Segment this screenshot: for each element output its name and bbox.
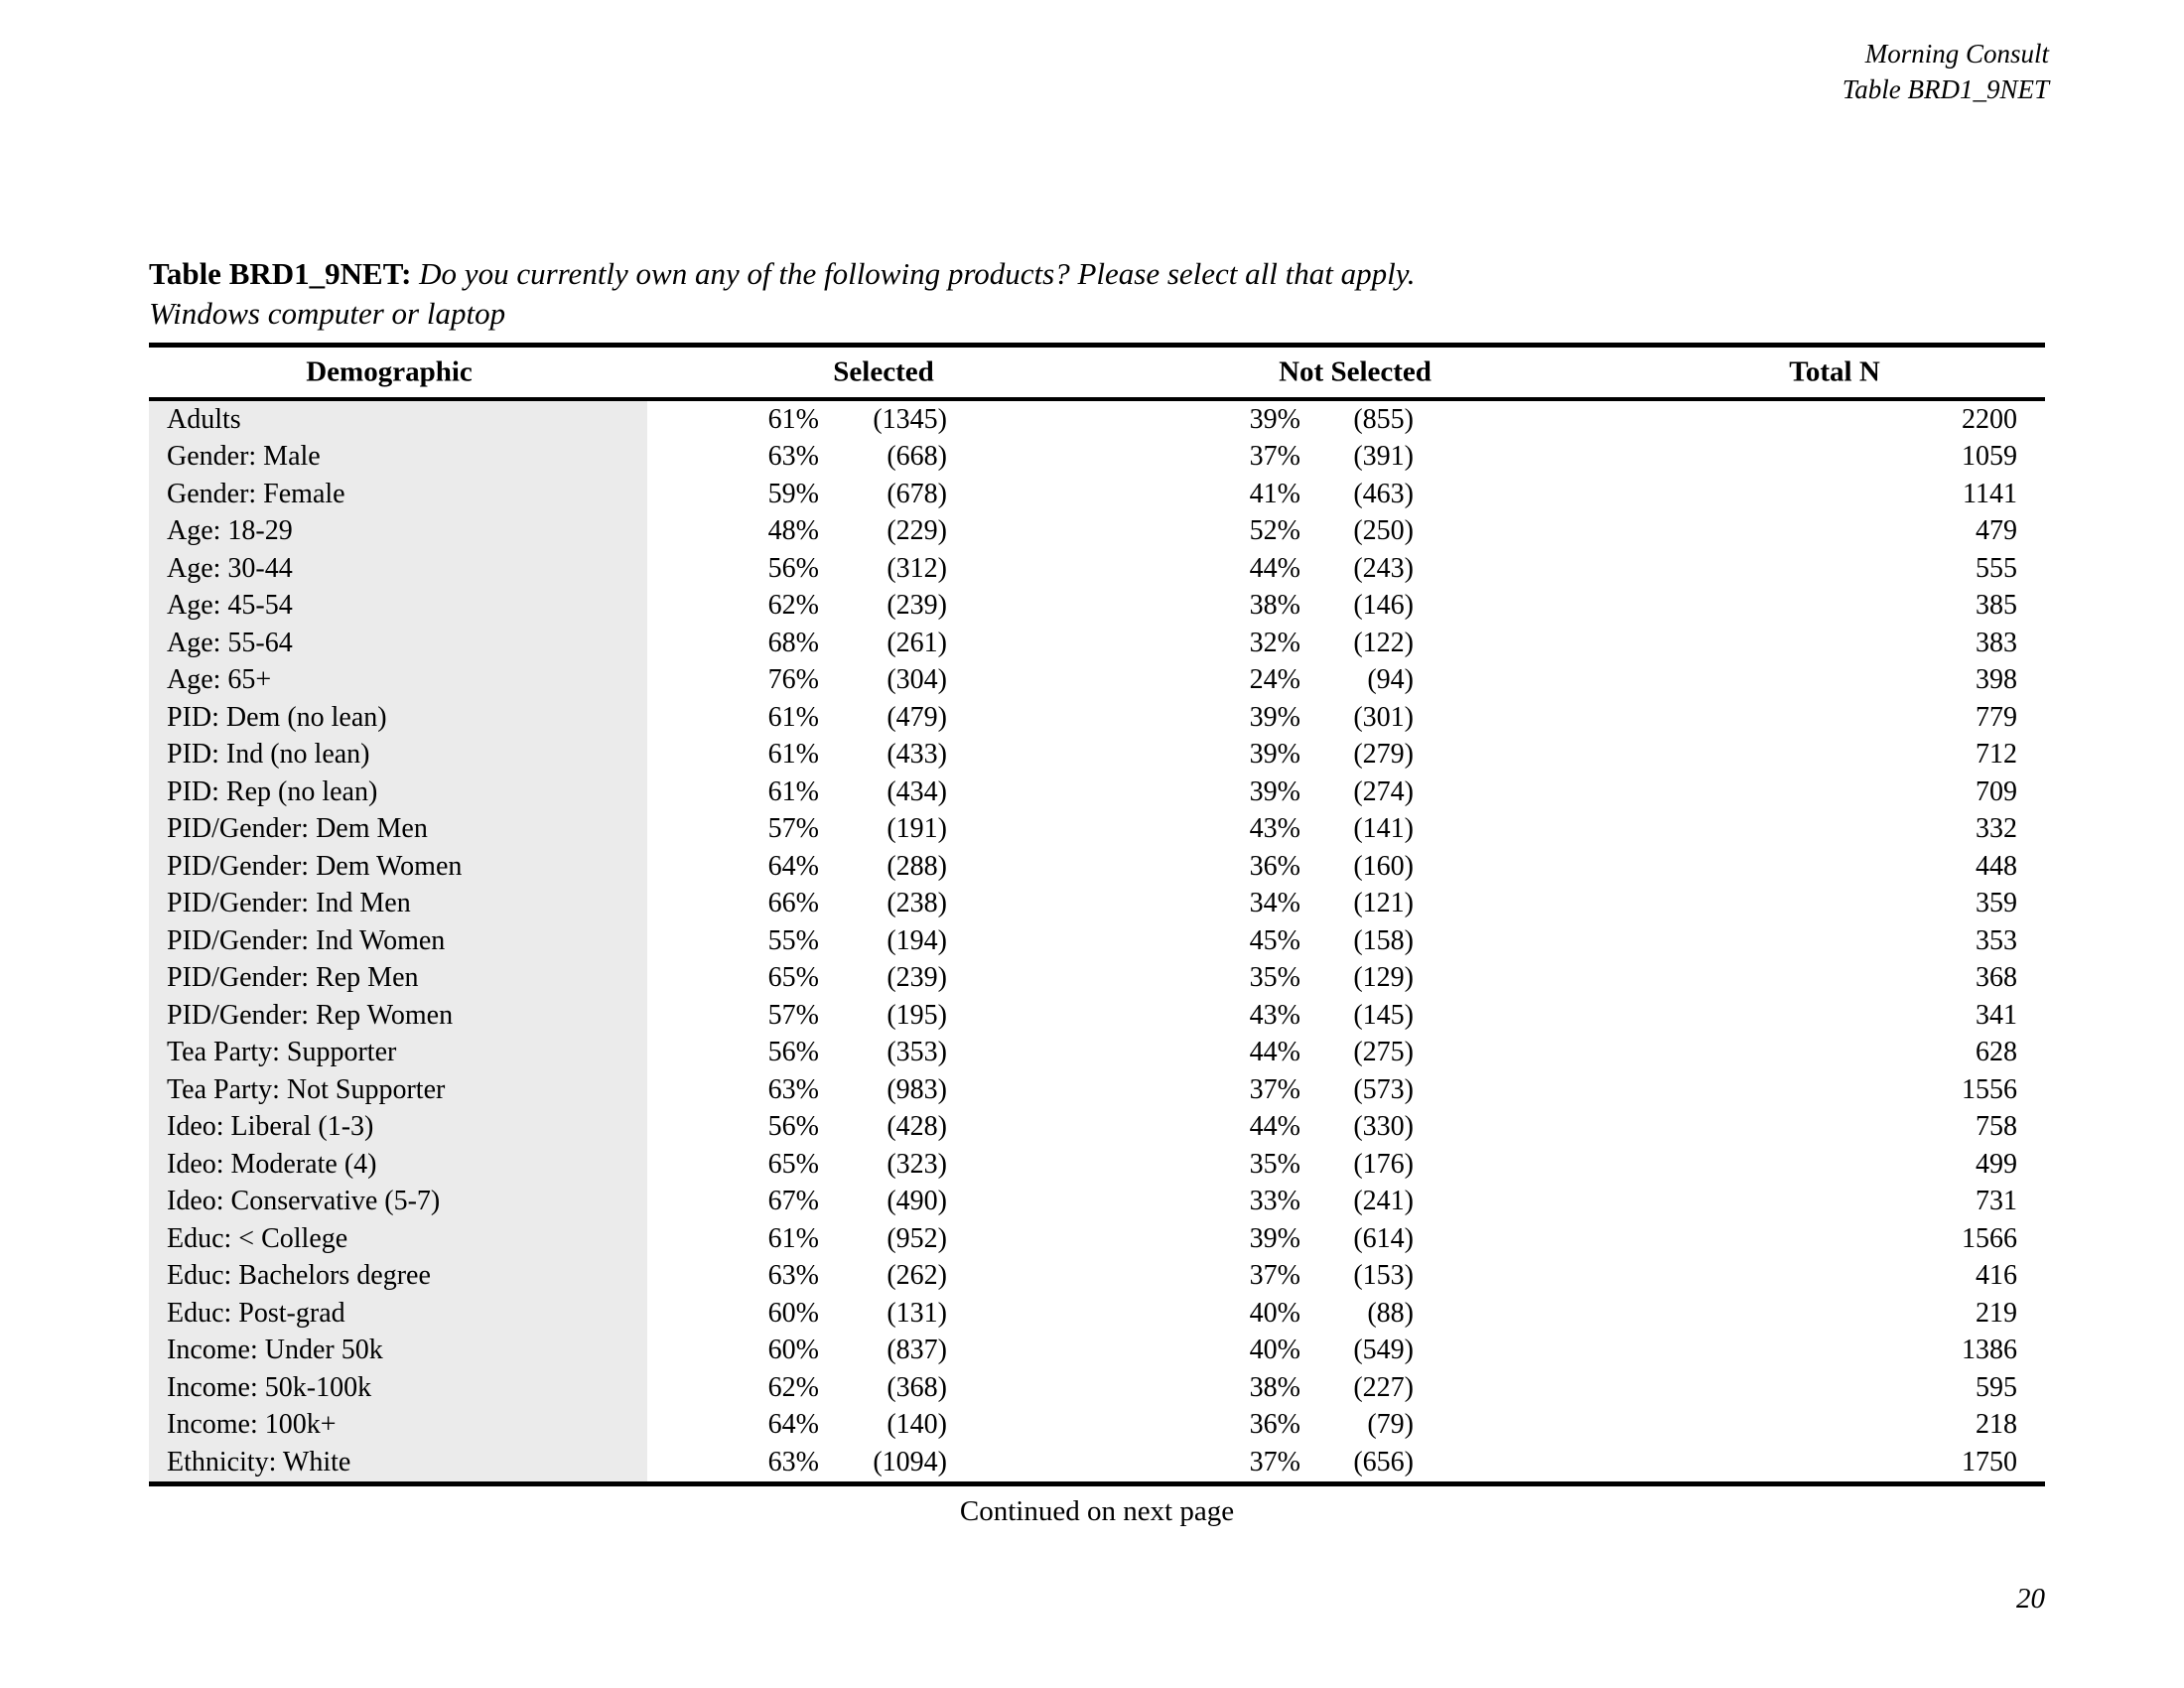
table-row [149, 662, 2045, 700]
selected-n: (479) [887, 701, 947, 733]
not-selected-pct: 39% [1249, 701, 1300, 733]
total-n: 385 [1976, 590, 2017, 622]
selected-pct: 61% [767, 739, 819, 771]
not-selected-pct: 37% [1249, 1073, 1300, 1105]
table-title-question: Do you currently own any of the following products? Please select all that apply. [419, 256, 1416, 291]
not-selected-n: (241) [1353, 1186, 1414, 1217]
total-n: 341 [1976, 999, 2017, 1031]
not-selected-n: (274) [1353, 775, 1414, 807]
table-subtitle: Windows computer or laptop [149, 296, 506, 331]
selected-n: (428) [887, 1111, 947, 1143]
selected-pct: 76% [767, 664, 819, 696]
not-selected-pct: 37% [1249, 1446, 1300, 1477]
not-selected-pct: 34% [1249, 888, 1300, 919]
selected-pct: 57% [767, 813, 819, 845]
selected-n: (668) [887, 441, 947, 473]
table-header-row [149, 348, 2045, 397]
demographic-label: Ethnicity: White [149, 1444, 647, 1481]
table-row [149, 401, 2045, 439]
selected-pct: 65% [767, 1148, 819, 1180]
selected-pct: 61% [767, 1222, 819, 1254]
selected-n: (490) [887, 1186, 947, 1217]
selected-pct: 55% [767, 924, 819, 956]
selected-n: (288) [887, 850, 947, 882]
selected-pct: 57% [767, 999, 819, 1031]
not-selected-n: (153) [1353, 1260, 1414, 1292]
selected-n: (304) [887, 664, 947, 696]
not-selected-n: (141) [1353, 813, 1414, 845]
total-n: 628 [1976, 1037, 2017, 1068]
demographic-label: Educ: Bachelors degree [149, 1258, 647, 1296]
table-row [149, 588, 2045, 626]
demographic-label: Adults [149, 401, 647, 439]
total-n: 779 [1976, 701, 2017, 733]
selected-n: (229) [887, 515, 947, 547]
demographic-label: PID: Rep (no lean) [149, 774, 647, 811]
selected-pct: 68% [767, 627, 819, 658]
table-title-label: Table BRD1_9NET: [149, 256, 412, 291]
total-n: 219 [1976, 1297, 2017, 1329]
not-selected-pct: 41% [1249, 478, 1300, 509]
selected-pct: 56% [767, 552, 819, 584]
selected-pct: 64% [767, 1409, 819, 1441]
total-n: 2200 [1962, 403, 2017, 435]
selected-pct: 63% [767, 1446, 819, 1477]
table-row [149, 774, 2045, 811]
total-n: 555 [1976, 552, 2017, 584]
demographic-label: Educ: < College [149, 1220, 647, 1258]
demographic-label: Tea Party: Not Supporter [149, 1071, 647, 1109]
crosstab-table [149, 343, 2045, 1486]
not-selected-n: (301) [1353, 701, 1414, 733]
not-selected-pct: 45% [1249, 924, 1300, 956]
total-n: 359 [1976, 888, 2017, 919]
not-selected-n: (855) [1353, 403, 1414, 435]
selected-n: (194) [887, 924, 947, 956]
selected-pct: 64% [767, 850, 819, 882]
table-row [149, 1146, 2045, 1184]
selected-n: (191) [887, 813, 947, 845]
not-selected-pct: 38% [1249, 1371, 1300, 1403]
total-n: 332 [1976, 813, 2017, 845]
not-selected-pct: 40% [1249, 1335, 1300, 1366]
selected-n: (353) [887, 1037, 947, 1068]
selected-n: (368) [887, 1371, 947, 1403]
demographic-label: PID/Gender: Dem Men [149, 811, 647, 849]
selected-pct: 60% [767, 1297, 819, 1329]
selected-n: (323) [887, 1148, 947, 1180]
not-selected-pct: 39% [1249, 1222, 1300, 1254]
selected-n: (238) [887, 888, 947, 919]
selected-pct: 56% [767, 1111, 819, 1143]
table-row [149, 997, 2045, 1035]
demographic-label: Gender: Female [149, 476, 647, 513]
not-selected-n: (160) [1353, 850, 1414, 882]
not-selected-n: (279) [1353, 739, 1414, 771]
table-row [149, 550, 2045, 588]
total-n: 398 [1976, 664, 2017, 696]
total-n: 499 [1976, 1148, 2017, 1180]
selected-pct: 62% [767, 590, 819, 622]
selected-n: (952) [887, 1222, 947, 1254]
not-selected-pct: 44% [1249, 1037, 1300, 1068]
table-row [149, 699, 2045, 737]
demographic-label: Income: 50k-100k [149, 1369, 647, 1407]
selected-pct: 63% [767, 1260, 819, 1292]
not-selected-pct: 33% [1249, 1186, 1300, 1217]
total-n: 758 [1976, 1111, 2017, 1143]
table-row [149, 1220, 2045, 1258]
selected-pct: 63% [767, 1073, 819, 1105]
table-row [149, 960, 2045, 998]
not-selected-n: (227) [1353, 1371, 1414, 1403]
not-selected-n: (145) [1353, 999, 1414, 1031]
running-header [1843, 36, 2049, 107]
selected-n: (434) [887, 775, 947, 807]
selected-n: (239) [887, 590, 947, 622]
not-selected-pct: 38% [1249, 590, 1300, 622]
demographic-label: Age: 55-64 [149, 625, 647, 662]
total-n: 353 [1976, 924, 2017, 956]
not-selected-pct: 35% [1249, 962, 1300, 994]
table-row [149, 1109, 2045, 1147]
total-n: 1566 [1962, 1222, 2017, 1254]
selected-n: (312) [887, 552, 947, 584]
total-n: 1556 [1962, 1073, 2017, 1105]
demographic-label: PID/Gender: Dem Women [149, 848, 647, 886]
selected-n: (140) [887, 1409, 947, 1441]
not-selected-pct: 37% [1249, 441, 1300, 473]
table-title-block [149, 254, 2045, 334]
not-selected-pct: 35% [1249, 1148, 1300, 1180]
demographic-label: Age: 65+ [149, 662, 647, 700]
not-selected-n: (129) [1353, 962, 1414, 994]
not-selected-n: (275) [1353, 1037, 1414, 1068]
total-n: 1386 [1962, 1335, 2017, 1366]
demographic-label: Income: Under 50k [149, 1333, 647, 1370]
table-row [149, 1035, 2045, 1072]
table-row [149, 886, 2045, 923]
not-selected-n: (463) [1353, 478, 1414, 509]
not-selected-pct: 39% [1249, 739, 1300, 771]
table-row [149, 439, 2045, 477]
total-n: 448 [1976, 850, 2017, 882]
not-selected-n: (391) [1353, 441, 1414, 473]
not-selected-n: (176) [1353, 1148, 1414, 1180]
table-row [149, 1071, 2045, 1109]
total-n: 416 [1976, 1260, 2017, 1292]
table-row [149, 922, 2045, 960]
total-n: 1141 [1963, 478, 2017, 509]
not-selected-n: (250) [1353, 515, 1414, 547]
table-title-line [149, 254, 2045, 294]
total-n: 218 [1976, 1409, 2017, 1441]
demographic-label: PID/Gender: Rep Men [149, 960, 647, 998]
not-selected-pct: 43% [1249, 813, 1300, 845]
not-selected-pct: 43% [1249, 999, 1300, 1031]
selected-n: (239) [887, 962, 947, 994]
not-selected-n: (573) [1353, 1073, 1414, 1105]
selected-pct: 63% [767, 441, 819, 473]
table-row [149, 625, 2045, 662]
selected-pct: 56% [767, 1037, 819, 1068]
table-row [149, 476, 2045, 513]
table-row [149, 1295, 2045, 1333]
demographic-label: Gender: Male [149, 439, 647, 477]
selected-n: (678) [887, 478, 947, 509]
not-selected-n: (146) [1353, 590, 1414, 622]
demographic-label: Ideo: Liberal (1-3) [149, 1109, 647, 1147]
not-selected-n: (79) [1367, 1409, 1414, 1441]
selected-pct: 67% [767, 1186, 819, 1217]
demographic-label: Age: 30-44 [149, 550, 647, 588]
selected-pct: 61% [767, 775, 819, 807]
page-number: 20 [2016, 1583, 2045, 1615]
total-n: 1750 [1962, 1446, 2017, 1477]
selected-n: (262) [887, 1260, 947, 1292]
table-body [149, 401, 2045, 1481]
selected-n: (1094) [873, 1446, 947, 1477]
selected-pct: 61% [767, 701, 819, 733]
not-selected-n: (549) [1353, 1335, 1414, 1366]
selected-pct: 65% [767, 962, 819, 994]
not-selected-pct: 36% [1249, 850, 1300, 882]
continued-note: Continued on next page [959, 1495, 1235, 1527]
total-n: 383 [1976, 627, 2017, 658]
not-selected-pct: 32% [1249, 627, 1300, 658]
table-row [149, 811, 2045, 849]
demographic-label: Age: 45-54 [149, 588, 647, 626]
selected-pct: 62% [767, 1371, 819, 1403]
not-selected-pct: 52% [1249, 515, 1300, 547]
not-selected-n: (121) [1353, 888, 1414, 919]
demographic-label: PID/Gender: Ind Men [149, 886, 647, 923]
not-selected-n: (94) [1367, 664, 1414, 696]
demographic-label: PID: Dem (no lean) [149, 699, 647, 737]
selected-pct: 60% [767, 1335, 819, 1366]
table-row [149, 848, 2045, 886]
selected-pct: 48% [767, 515, 819, 547]
not-selected-n: (158) [1353, 924, 1414, 956]
table-row [149, 1258, 2045, 1296]
not-selected-n: (243) [1353, 552, 1414, 584]
selected-n: (131) [887, 1297, 947, 1329]
demographic-label: PID/Gender: Ind Women [149, 922, 647, 960]
not-selected-pct: 44% [1249, 552, 1300, 584]
demographic-label: PID/Gender: Rep Women [149, 997, 647, 1035]
table-row [149, 1369, 2045, 1407]
not-selected-n: (122) [1353, 627, 1414, 658]
total-n: 595 [1976, 1371, 2017, 1403]
column-header-not-selected: Not Selected [1279, 355, 1432, 388]
total-n: 712 [1976, 739, 2017, 771]
not-selected-pct: 39% [1249, 403, 1300, 435]
not-selected-n: (656) [1353, 1446, 1414, 1477]
total-n: 731 [1976, 1186, 2017, 1217]
not-selected-pct: 39% [1249, 775, 1300, 807]
running-header-source: Morning Consult [1864, 39, 2049, 69]
table-row [149, 1184, 2045, 1221]
demographic-label: Tea Party: Supporter [149, 1035, 647, 1072]
table-row [149, 1407, 2045, 1445]
table-row [149, 737, 2045, 774]
running-header-table-id: Table BRD1_9NET [1842, 74, 2049, 104]
selected-pct: 66% [767, 888, 819, 919]
selected-pct: 59% [767, 478, 819, 509]
table-bottom-rule [149, 1481, 2045, 1486]
selected-n: (1345) [873, 403, 947, 435]
column-header-total-n: Total N [1789, 355, 1880, 388]
selected-n: (261) [887, 627, 947, 658]
demographic-label: Ideo: Conservative (5-7) [149, 1184, 647, 1221]
selected-n: (195) [887, 999, 947, 1031]
column-header-demographic: Demographic [306, 355, 473, 388]
total-n: 368 [1976, 962, 2017, 994]
not-selected-pct: 36% [1249, 1409, 1300, 1441]
table-row [149, 513, 2045, 551]
total-n: 1059 [1962, 441, 2017, 473]
demographic-label: Age: 18-29 [149, 513, 647, 551]
selected-n: (837) [887, 1335, 947, 1366]
not-selected-n: (330) [1353, 1111, 1414, 1143]
demographic-label: Income: 100k+ [149, 1407, 647, 1445]
table-row [149, 1333, 2045, 1370]
total-n: 709 [1976, 775, 2017, 807]
demographic-label: Educ: Post-grad [149, 1295, 647, 1333]
not-selected-pct: 24% [1249, 664, 1300, 696]
not-selected-pct: 40% [1249, 1297, 1300, 1329]
demographic-label: PID: Ind (no lean) [149, 737, 647, 774]
not-selected-n: (88) [1367, 1297, 1414, 1329]
total-n: 479 [1976, 515, 2017, 547]
column-header-selected: Selected [833, 355, 934, 388]
not-selected-pct: 37% [1249, 1260, 1300, 1292]
selected-n: (433) [887, 739, 947, 771]
table-row [149, 1444, 2045, 1481]
demographic-label: Ideo: Moderate (4) [149, 1146, 647, 1184]
not-selected-n: (614) [1353, 1222, 1414, 1254]
not-selected-pct: 44% [1249, 1111, 1300, 1143]
selected-pct: 61% [767, 403, 819, 435]
selected-n: (983) [887, 1073, 947, 1105]
